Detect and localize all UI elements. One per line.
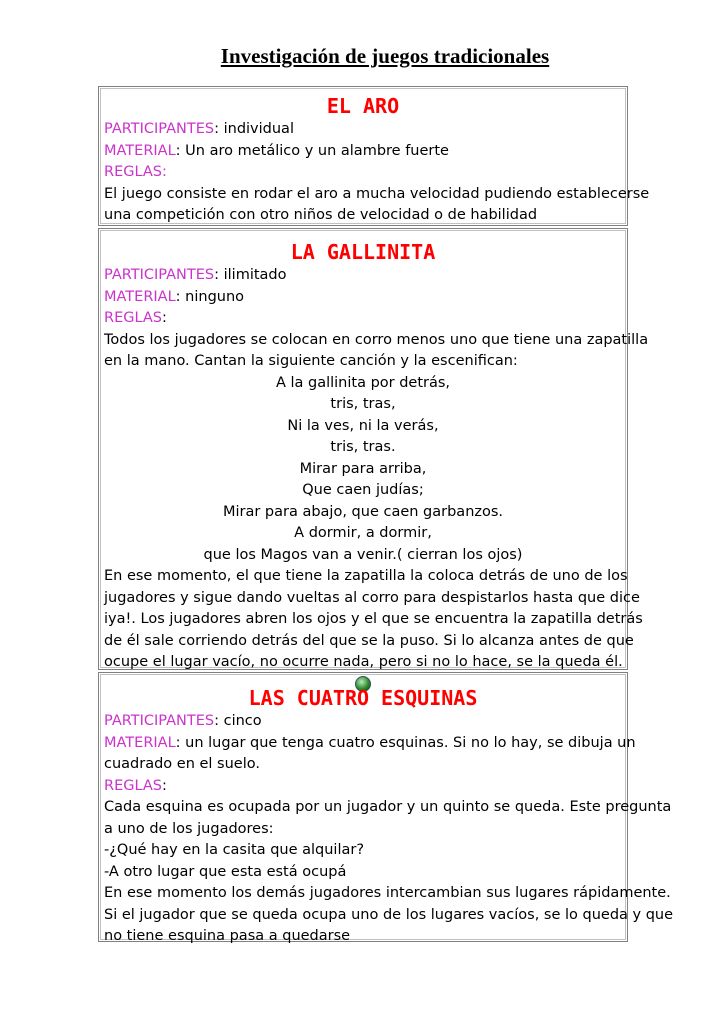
document-title: Investigación de juegos tradicionales	[220, 44, 550, 68]
song-line: A dormir, a dormir,	[294, 525, 432, 541]
song-line: Ni la ves, ni la verás,	[287, 417, 439, 434]
reglas-label: REGLAS:	[104, 164, 167, 180]
song-line: tris, tras.	[330, 439, 396, 455]
participantes-value: : individual	[214, 121, 294, 137]
reglas-text: Si el jugador que se queda ocupa uno de los lugares vacíos, se lo queda y que	[104, 906, 674, 923]
section-title: LAS CUATRO ESQUINAS	[248, 686, 478, 710]
material-line	[104, 141, 622, 163]
section-title: EL ARO	[326, 94, 400, 118]
song-line: tris, tras,	[330, 396, 396, 412]
song-line: Que caen judías;	[302, 482, 424, 498]
reglas-line	[104, 776, 622, 798]
outro-text: ocupe el lugar vacío, no ocurre nada, pero si no lo hace, se la queda él.	[104, 654, 623, 670]
participantes-line	[104, 119, 622, 141]
reglas-colon: :	[162, 310, 167, 326]
reglas-line	[104, 308, 622, 330]
material-continued: cuadrado en el suelo.	[104, 756, 260, 772]
outro-text: iya!. Los jugadores abren los ojos y el que se encuentra la zapatilla detrás	[104, 611, 643, 627]
material-label: MATERIAL	[104, 288, 176, 305]
material-label: MATERIAL	[104, 734, 176, 751]
participantes-value: : cinco	[214, 713, 262, 729]
reglas-text: una competición con otro niños de velocidad o de habilidad	[104, 207, 538, 223]
participantes-label: PARTICIPANTES	[104, 713, 215, 729]
reglas-label: REGLAS	[104, 310, 163, 326]
section-title: LA GALLINITA	[290, 240, 436, 264]
song-line: que los Magos van a venir.( cierran los ojos)	[203, 546, 523, 563]
material-value: : Un aro metálico y un alambre fuerte	[175, 142, 449, 159]
song-line: Mirar para arriba,	[299, 460, 427, 477]
section-la-gallinita	[98, 228, 649, 670]
reglas-text: a uno de los jugadores:	[104, 820, 274, 837]
section-el-aro	[98, 86, 650, 226]
outro-text: de él sale corriendo detrás del que se la puso. Si lo alcanza antes de que	[104, 632, 634, 649]
material-value: : ninguno	[175, 288, 245, 305]
material-line	[104, 287, 622, 309]
intro-text: en la mano. Cantan la siguiente canción y la escenifican:	[104, 353, 518, 369]
section-las-cuatro-esquinas	[98, 672, 674, 944]
reglas-text: -A otro lugar que esta está ocupá	[104, 863, 347, 880]
participantes-line	[104, 265, 622, 287]
intro-text: Todos los jugadores se colocan en corro menos uno que tiene una zapatilla	[104, 331, 649, 348]
reglas-text: En ese momento los demás jugadores intercambian sus lugares rápidamente.	[104, 885, 671, 901]
participantes-label: PARTICIPANTES	[104, 267, 215, 283]
participantes-label: PARTICIPANTES	[104, 121, 215, 137]
material-value: : un lugar que tenga cuatro esquinas. Si no lo hay, se dibuja un	[175, 734, 636, 751]
outro-text: jugadores y sigue dando vueltas al corro para despistarlos hasta que dice	[104, 589, 640, 606]
reglas-text: El juego consiste en rodar el aro a mucha velocidad pudiendo establecerse	[104, 185, 650, 202]
material-line	[104, 733, 636, 755]
participantes-value: : ilimitado	[214, 267, 287, 283]
reglas-label: REGLAS	[104, 777, 163, 794]
reglas-text: no tiene esquina pasa a quedarse	[104, 928, 351, 944]
reglas-text: -¿Qué hay en la casita que alquilar?	[104, 842, 365, 858]
song-line: Mirar para abajo, que caen garbanzos.	[222, 503, 504, 520]
song-line: A la gallinita por detrás,	[275, 374, 451, 391]
material-label: MATERIAL	[104, 142, 176, 159]
reglas-text: Cada esquina es ocupada por un jugador y un quinto se queda. Este pregunta	[104, 799, 672, 815]
outro-text: En ese momento, el que tiene la zapatilla la coloca detrás de uno de los	[104, 568, 628, 584]
reglas-colon: :	[162, 777, 167, 794]
participantes-line	[104, 711, 622, 733]
